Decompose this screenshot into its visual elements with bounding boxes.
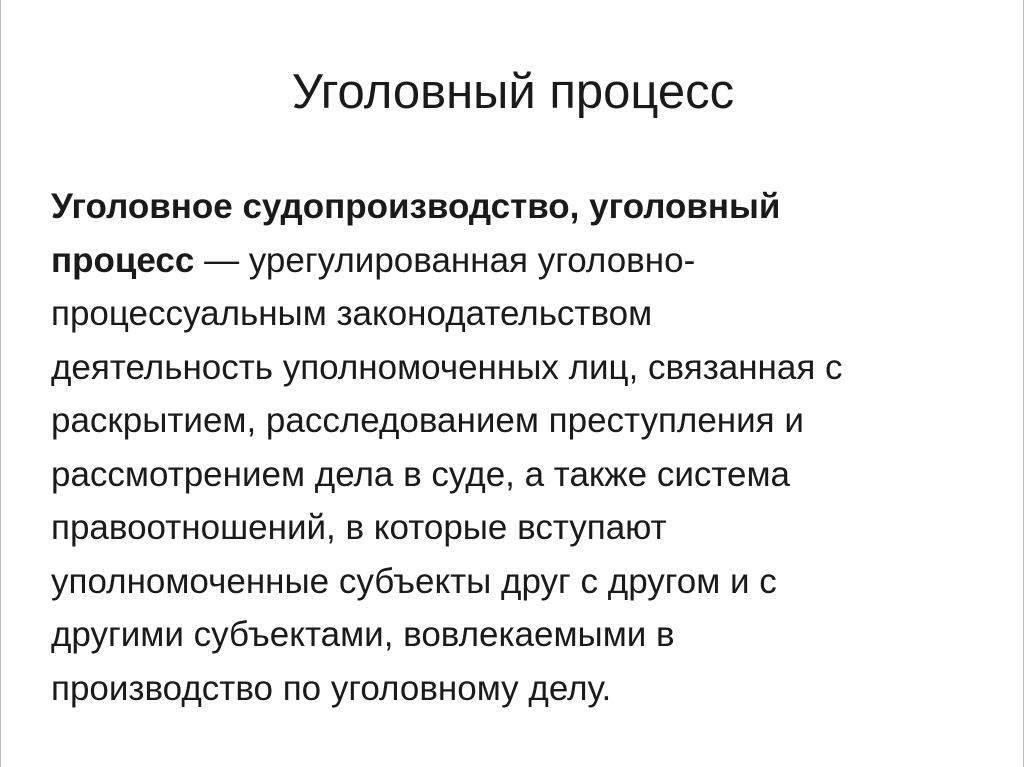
definition-line-2 [51,234,996,288]
definition-term-part2: процесс [51,240,195,280]
definition-term-part1: Уголовное судопроизводство, уголовный [51,187,781,226]
slide-title: Уголовный процесс [291,65,735,119]
definition-line-5: раскрытием, расследованием преступления и [51,401,804,440]
definition-line-3: процессуальным законодательством [51,294,653,333]
definition-line-9: другими субъектами, вовлекаемыми в [51,615,675,654]
definition-line-10: производство по уголовному делу. [51,668,612,708]
definition-line-4: деятельность уполномоченных лиц, связанная с [51,347,843,387]
definition-line-6: рассмотрением дела в суде, а также система [51,454,790,494]
definition-line-1 [51,180,996,234]
definition-line-7: правоотношений, в которые вступают [51,508,667,547]
definition-line-2-text: — урегулированная уголовно- [194,240,696,280]
definition-paragraph [51,180,996,715]
definition-line-8: уполномоченные субъекты друг с другом и с [51,561,777,601]
